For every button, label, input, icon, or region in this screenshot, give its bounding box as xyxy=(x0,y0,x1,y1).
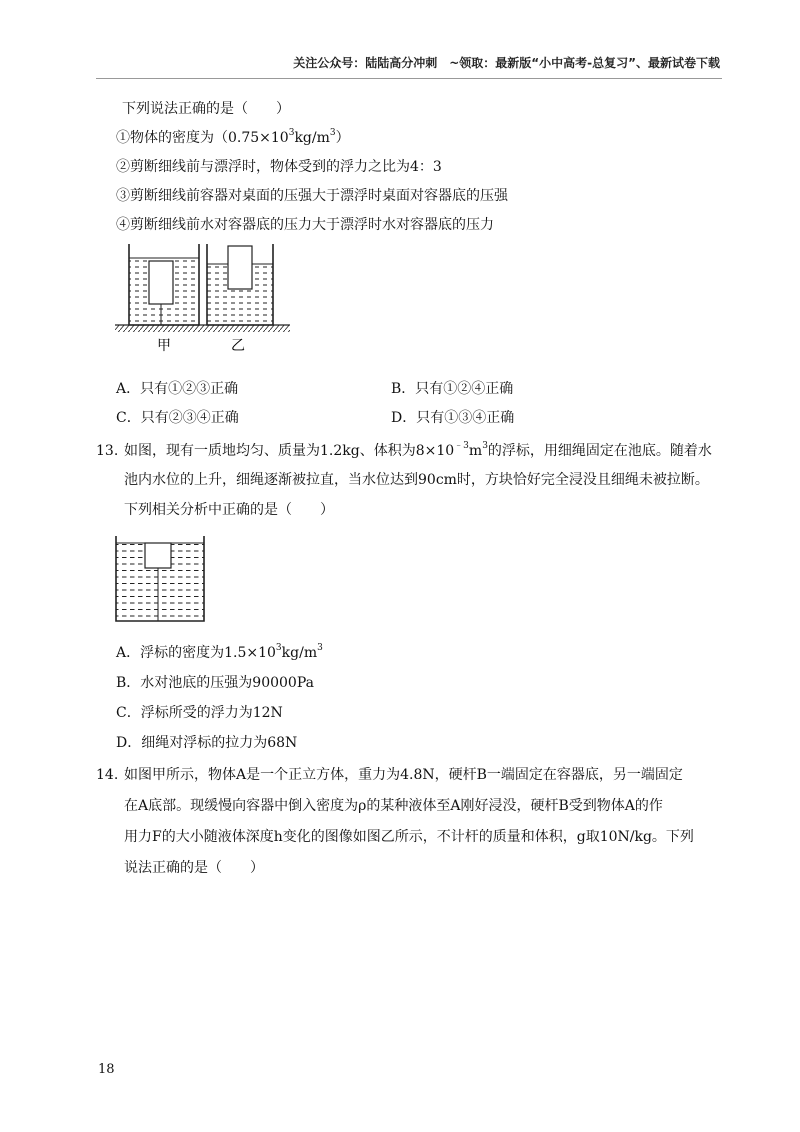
q12-prompt: 下列说法正确的是（ ） xyxy=(122,101,290,117)
q13-option-a: A．浮标的密度为$1.5\times 10^3kg/m^3$ xyxy=(116,643,323,661)
block-jia xyxy=(149,261,173,304)
container-yi xyxy=(207,244,273,325)
q14-number: 14. xyxy=(96,767,119,783)
q13-figure xyxy=(113,535,207,625)
q13-option-b: B．水对池底的压强为90000Pa xyxy=(116,675,314,691)
q13-line-1: 如图，现有一质地均匀、质量为1.2kg、体积为$8\times 10^{﹣3}m^3$的浮标，用细绳固定在池底。随着水 xyxy=(124,441,712,459)
block-yi xyxy=(228,246,252,289)
q13-line-2: 池内水位的上升，细绳逐渐被拉直，当水位达到90cm时，方块恰好完全浸没且细绳未被拉断。 xyxy=(124,472,709,488)
q12-figure xyxy=(110,240,295,355)
q13-number: 13. xyxy=(96,443,119,459)
q12-statement-1: ①物体的密度为$(0.75\times 10^3kg/m^3)$ xyxy=(116,128,350,146)
figure-label-yi: 乙 xyxy=(231,338,245,354)
q12-option-c: C．只有②③④正确 xyxy=(116,410,239,426)
q14-line-2: 在A底部。现缓慢向容器中倒入密度为ρ的某种液体至A刚好浸没，硬杆B受到物体A的作 xyxy=(124,798,663,814)
q12-statement-2: ②剪断细线前与漂浮时，物体受到的浮力之比为4：3 xyxy=(116,159,442,175)
q14-line-1: 如图甲所示，物体A是一个正立方体，重力为4.8N，硬杆B一端固定在容器底，另一端固定 xyxy=(124,767,683,783)
page-number: 18 xyxy=(98,1062,115,1077)
table-hatching xyxy=(115,325,290,332)
q14-line-4: 说法正确的是（ ） xyxy=(124,860,264,876)
q13-option-c: C．浮标所受的浮力为12N xyxy=(116,705,283,721)
container-jia xyxy=(129,244,199,325)
float-block xyxy=(145,543,171,568)
figure-label-jia: 甲 xyxy=(157,338,171,354)
header-divider xyxy=(96,78,722,79)
q12-statement-4: ④剪断细线前水对容器底的压力大于漂浮时水对容器底的压力 xyxy=(116,217,494,233)
q12-option-b: B．只有①②④正确 xyxy=(391,381,514,397)
q12-option-a: A．只有①②③正确 xyxy=(116,381,239,397)
q12-option-d: D．只有①③④正确 xyxy=(391,410,515,426)
q12-statement-3: ③剪断细线前容器对桌面的压强大于漂浮时桌面对容器底的压强 xyxy=(116,188,508,204)
q14-line-3: 用力F的大小随液体深度h变化的图像如图乙所示，不计杆的质量和体积，g取10N/kg。下列 xyxy=(124,829,694,845)
q13-prompt: 下列相关分析中正确的是（ ） xyxy=(124,502,334,518)
page-header: 关注公众号：陆陆高分冲刺 ~领取：最新版“小中高考-总复习”、最新试卷下载 xyxy=(293,56,720,70)
q13-option-d: D．细绳对浮标的拉力为68N xyxy=(116,735,298,751)
